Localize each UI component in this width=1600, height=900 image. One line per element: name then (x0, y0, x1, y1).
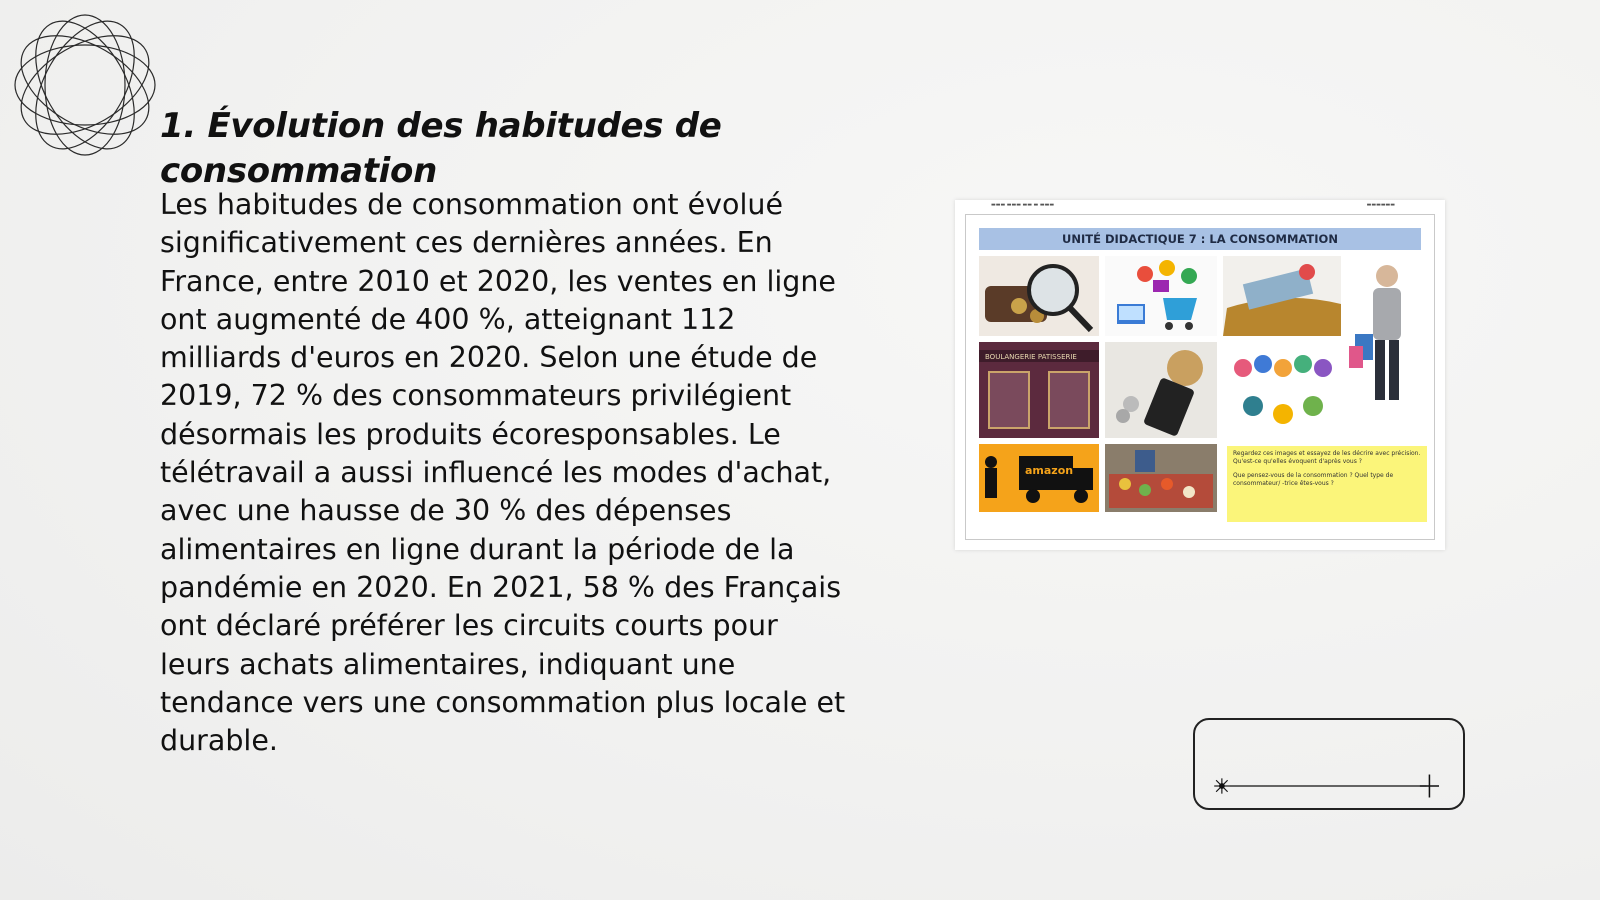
worksheet-header-right: ▬▬▬▬▬▬ (1366, 202, 1395, 208)
money-wallet-image (1223, 256, 1341, 336)
worksheet-prompt-2: Que pensez-vous de la consommation ? Quel type de consommateur/ -trice êtes-vous ? (1233, 472, 1394, 487)
worksheet-image (955, 200, 1445, 550)
timeline-frame (1193, 718, 1465, 810)
slide-title: 1. Évolution des habitudes de consommation (160, 106, 722, 191)
amazon-label: amazon (1025, 464, 1074, 477)
calculator-coins-image (1105, 342, 1217, 438)
worksheet-banner: UNITÉ DIDACTIQUE 7 : LA CONSOMMATION (979, 228, 1421, 250)
sparkle-icon (1214, 778, 1229, 793)
slide-body-text: Les habitudes de consommation ont évolué significativement ces dernières années. En France, entre 2010 et 2020, les ventes en ligne ont augmenté de 400 %, atteignant 112 milliards d'euros en 2020. Selon une étude de 2019, 72 % des consommateurs privilégient désormais les produits écoresponsables. Le télétravail a aussi influencé les modes d'achat, avec une hausse de 30 % des dépenses alimentaires en ligne durant la période de la pandémie en 2020. En 2021, 58 % des Français ont déclaré préférer les circuits courts pour leurs achats alimentaires, indiquant une tendance vers une consommation plus locale et durable. (160, 188, 846, 758)
cross-star-icon (1420, 775, 1439, 798)
man-with-bags-image (1343, 256, 1425, 416)
bakery-shop-image (979, 342, 1099, 438)
worksheet-header-left: ▬▬▬ ▬▬▬ ▬▬ ▬ ▬▬▬ (991, 202, 1055, 208)
wallet-magnifier-image (979, 256, 1099, 336)
online-shopping-image (1105, 256, 1217, 336)
people-network-image (1223, 342, 1341, 438)
worksheet-prompt-1: Regardez ces images et essayez de les décrire avec précision. Qu'est-ce qu'elles évoquent d'après vous ? (1233, 450, 1421, 465)
ornament-rings-icon (10, 10, 160, 160)
bakery-sign: BOULANGERIE PATISSERIE (985, 353, 1077, 361)
worksheet-questions-box (1227, 446, 1427, 522)
amazon-delivery-image (979, 444, 1099, 512)
market-stall-image (1105, 444, 1217, 512)
